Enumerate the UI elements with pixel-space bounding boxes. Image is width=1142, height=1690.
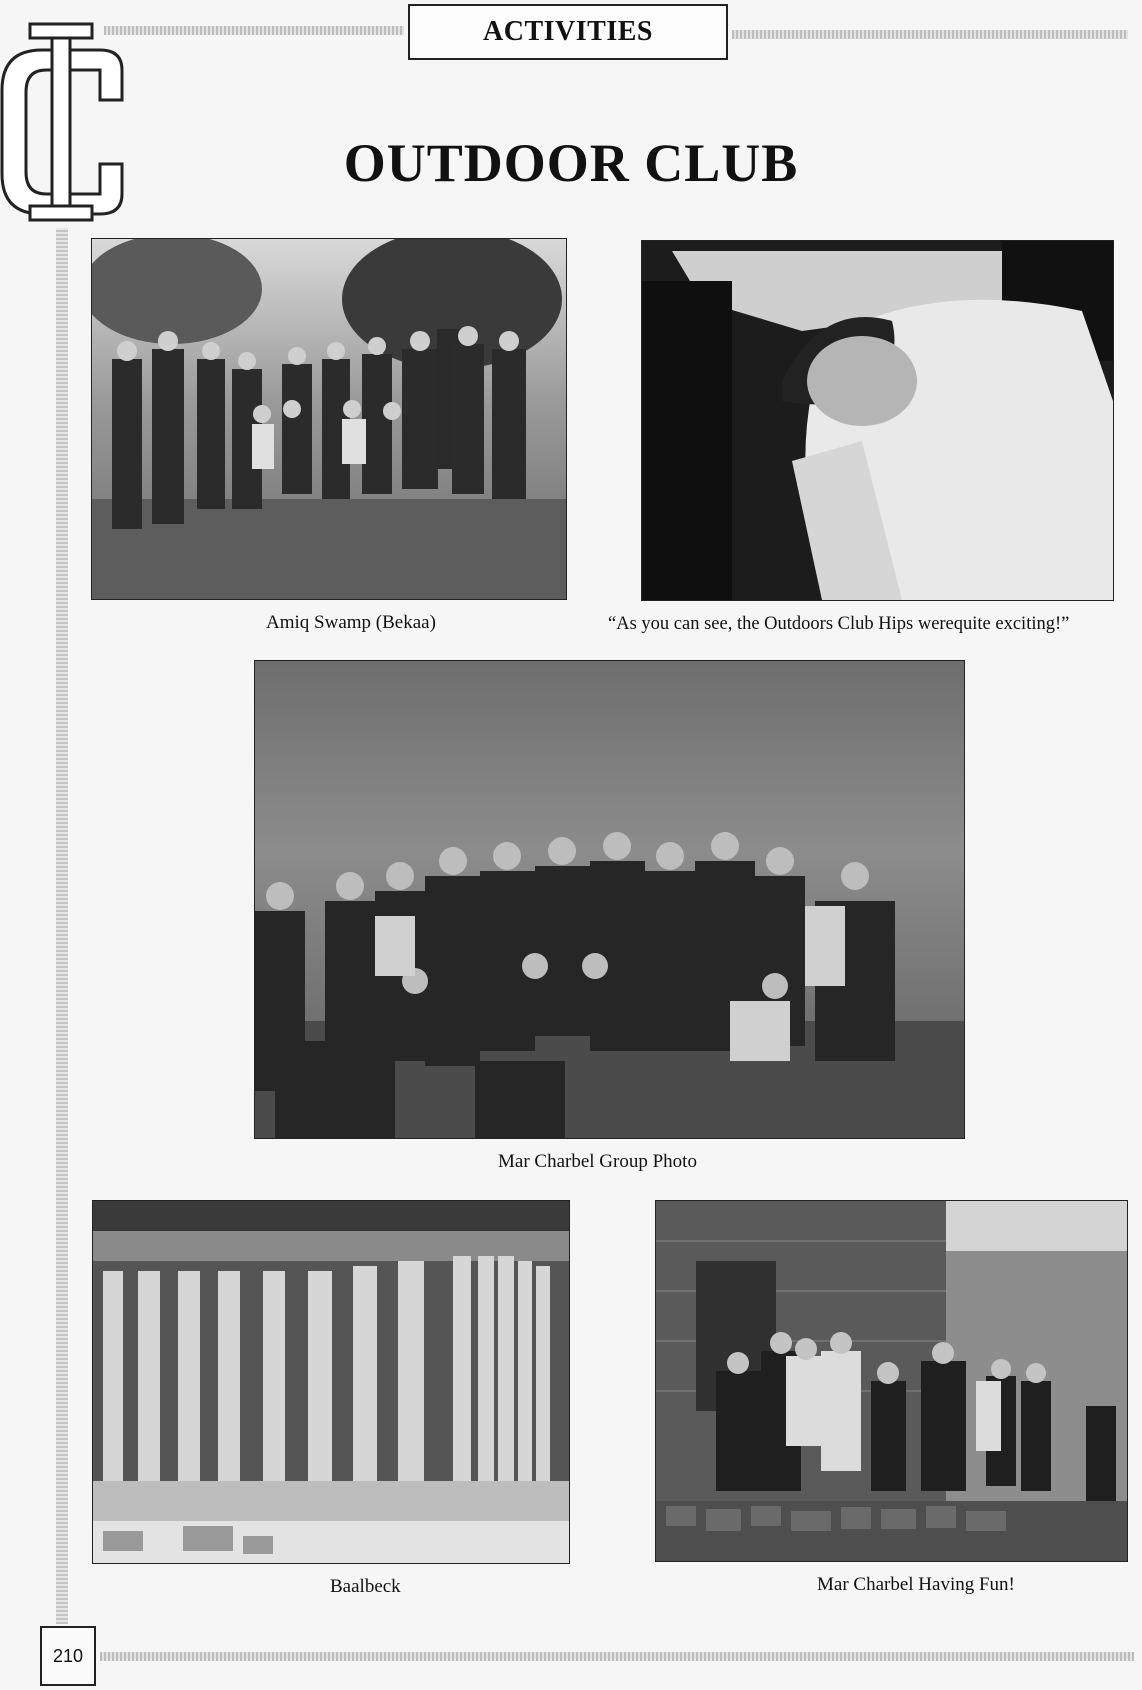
photo-sleeping (641, 240, 1114, 601)
header-rule-left (104, 26, 404, 35)
header-rule-right (732, 30, 1128, 39)
section-label: ACTIVITIES (408, 4, 728, 60)
footer-rule (100, 1652, 1134, 1661)
caption-mar-charbel-group: Mar Charbel Group Photo (498, 1151, 697, 1172)
photo-mar-charbel-group (254, 660, 965, 1139)
caption-sleeping: “As you can see, the Outdoors Club Hips werequite exciting!” (608, 614, 1070, 634)
photo-amiq-swamp (91, 238, 567, 600)
margin-rule (56, 228, 68, 1624)
caption-amiq-swamp: Amiq Swamp (Bekaa) (266, 612, 436, 633)
photo-mar-charbel-fun (655, 1200, 1128, 1562)
page-title: OUTDOOR CLUB (343, 133, 799, 193)
caption-mar-charbel-fun: Mar Charbel Having Fun! (817, 1574, 1015, 1595)
page-number: 210 (40, 1626, 96, 1686)
caption-baalbeck: Baalbeck (330, 1576, 401, 1597)
photo-baalbeck (92, 1200, 570, 1564)
